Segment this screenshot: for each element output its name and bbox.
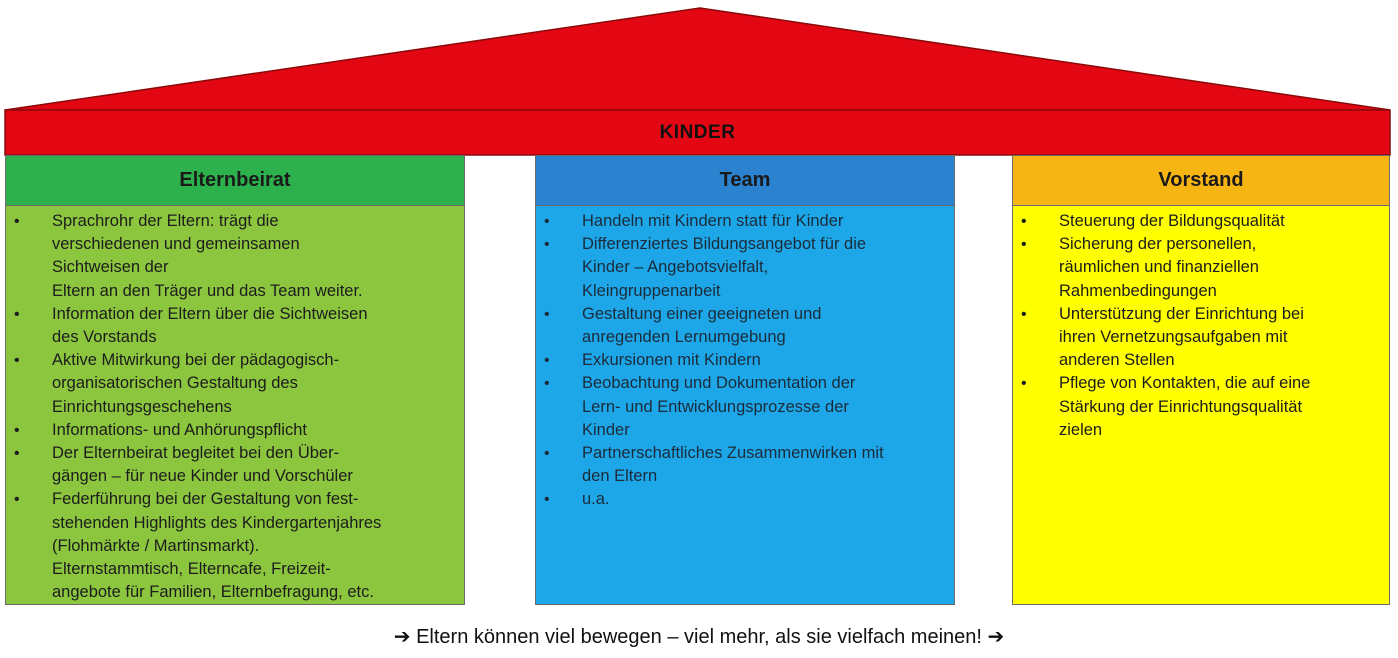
pillar-team [535,155,955,605]
list-item: • u.a. [544,488,946,511]
list-item: • Federführung bei der Gestaltung von fest- stehenden Highlights des Kindergartenjahres (Flohmärkte / Martinsmarkt). Elternstammtisch, Elterncafe, Freizeit- angebote für Familien, Elternbefragung, etc. [14,488,456,604]
list-item: • Steuerung der Bildungsqualität [1021,210,1381,233]
pillar-list-elternbeirat [6,206,464,604]
list-item: • Information der Eltern über die Sichtweisen des Vorstands [14,303,456,349]
list-item: • Aktive Mitwirkung bei der pädagogisch- organisatorischen Gestaltung des Einrichtungsgeschehens [14,349,456,419]
list-item: • Pflege von Kontakten, die auf eine Stärkung der Einrichtungsqualität zielen [1021,372,1381,442]
roof-label: KINDER [659,121,736,143]
list-item: • Differenziertes Bildungsangebot für die Kinder – Angebotsvielfalt, Kleingruppenarbeit [544,233,946,303]
list-item: • Exkursionen mit Kindern [544,349,946,372]
pillar-title-elternbeirat: Elternbeirat [6,156,464,206]
pillar-title-vorstand: Vorstand [1013,156,1389,206]
list-item: • Partnerschaftliches Zusammenwirken mit den Eltern [544,442,946,488]
pillar-elternbeirat [5,155,465,605]
list-item: • Unterstützung der Einrichtung bei ihren Vernetzungsaufgaben mit anderen Stellen [1021,303,1381,373]
roof-triangle [5,8,1390,110]
list-item: • Informations- und Anhörungspflicht [14,419,456,442]
list-item: • Sprachrohr der Eltern: trägt die verschiedenen und gemeinsamen Sichtweisen der Eltern an den Träger und das Team weiter. [14,210,456,303]
pillar-list-team [536,206,954,512]
list-item: • Sicherung der personellen, räumlichen und finanziellen Rahmenbedingungen [1021,233,1381,303]
footer-slogan: ➔ Eltern können viel bewegen – viel mehr, als sie vielfach meinen! ➔ [393,626,1005,648]
list-item: • Beobachtung und Dokumentation der Lern- und Entwicklungsprozesse der Kinder [544,372,946,442]
pillar-list-vorstand [1013,206,1389,442]
pillar-vorstand [1012,155,1390,605]
list-item: • Gestaltung einer geeigneten und anregenden Lernumgebung [544,303,946,349]
list-item: • Der Elternbeirat begleitet bei den Über- gängen – für neue Kinder und Vorschüler [14,442,456,488]
list-item: • Handeln mit Kindern statt für Kinder [544,210,946,233]
pillar-title-team: Team [536,156,954,206]
